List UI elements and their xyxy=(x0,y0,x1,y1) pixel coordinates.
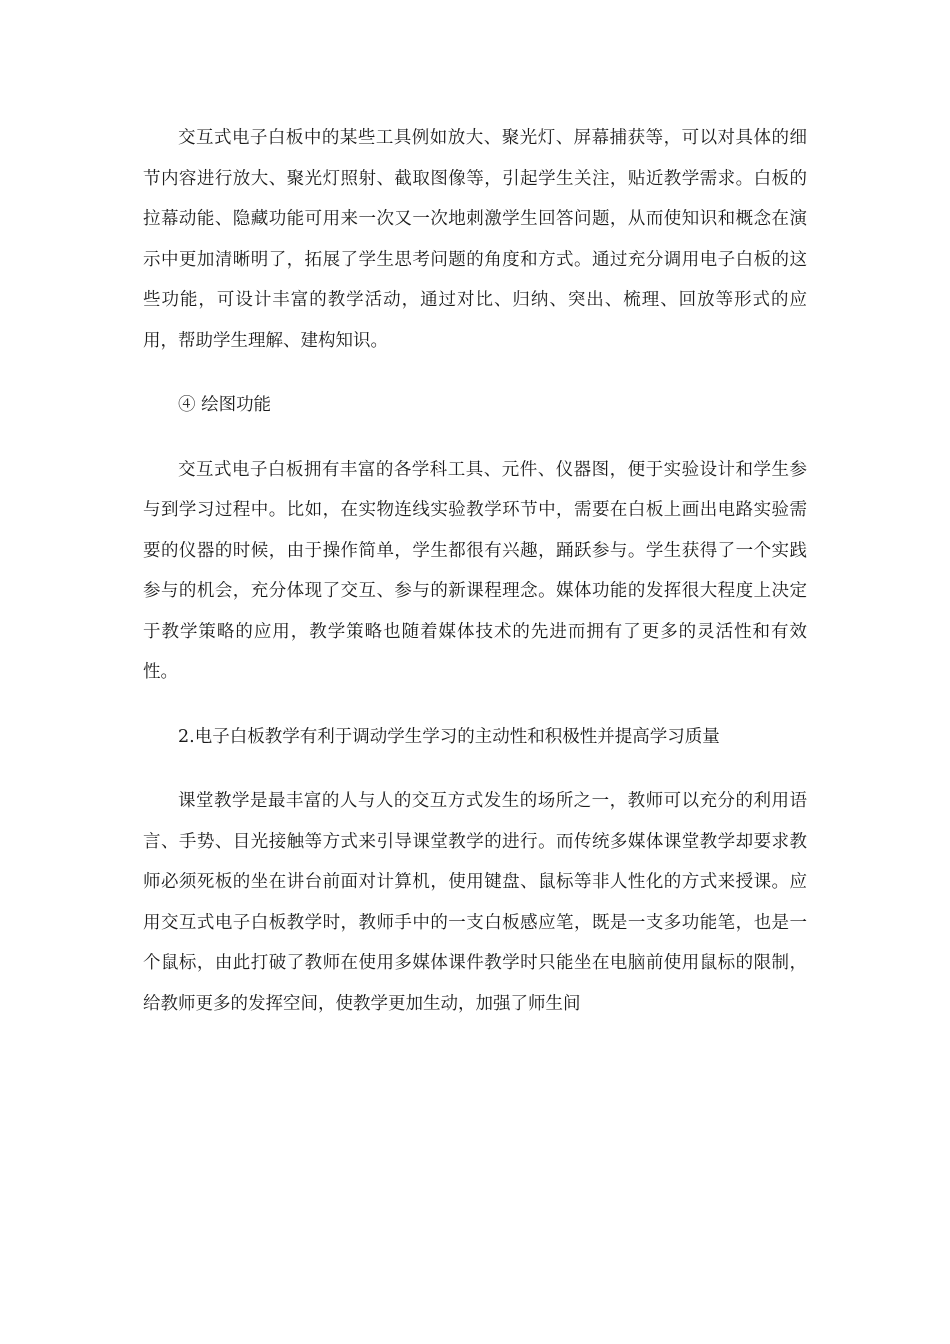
section-heading-student-initiative: 2.电子白板教学有利于调动学生学习的主动性和积极性并提高学习质量 xyxy=(178,726,720,747)
paragraph-drawing-function: 交互式电子白板拥有丰富的各学科工具、元件、仪器图，便于实验设计和学生参与到学习过程中。比如，在实物连线实验教学环节中，需要在白板上画出电路实验需要的仪器的时候，由于操作简单，学生都很有兴趣，踊跃参与。学生获得了一个实践参与的机会，充分体现了交互、参与的新课程理念。媒体功能的发挥很大程度上决定于教学策略的应用，教学策略也随着媒体技术的先进而拥有了更多的灵活性和有效性。 xyxy=(143,459,807,682)
paragraph-whiteboard-tools: 交互式电子白板中的某些工具例如放大、聚光灯、屏幕捕获等，可以对具体的细节内容进行放大、聚光灯照射、截取图像等，引起学生关注，贴近教学需求。白板的拉幕动能、隐藏功能可用来一次又一次地刺激学生回答问题，从而使知识和概念在演示中更加清晰明了，拓展了学生思考问题的角度和方式。通过充分调用电子白板的这些功能，可设计丰富的教学活动，通过对比、归纳、突出、梳理、回放等形式的应用，帮助学生理解、建构知识。 xyxy=(143,128,807,351)
section-heading-drawing-function: ④ 绘图功能 xyxy=(178,395,272,415)
paragraph-classroom-interaction: 课堂教学是最丰富的人与人的交互方式发生的场所之一，教师可以充分的利用语言、手势、目光接触等方式来引导课堂教学的进行。而传统多媒体课堂教学却要求教师必须死板的坐在讲台前面对计算机，使用键盘、鼠标等非人性化的方式来授课。应用交互式电子白板教学时，教师手中的一支白板感应笔，既是一支多功能笔，也是一个鼠标，由此打破了教师在使用多媒体课件教学时只能坐在电脑前使用鼠标的限制，给教师更多的发挥空间，使教学更加生动，加强了师生间 xyxy=(143,791,807,1014)
document-body xyxy=(143,118,807,1048)
